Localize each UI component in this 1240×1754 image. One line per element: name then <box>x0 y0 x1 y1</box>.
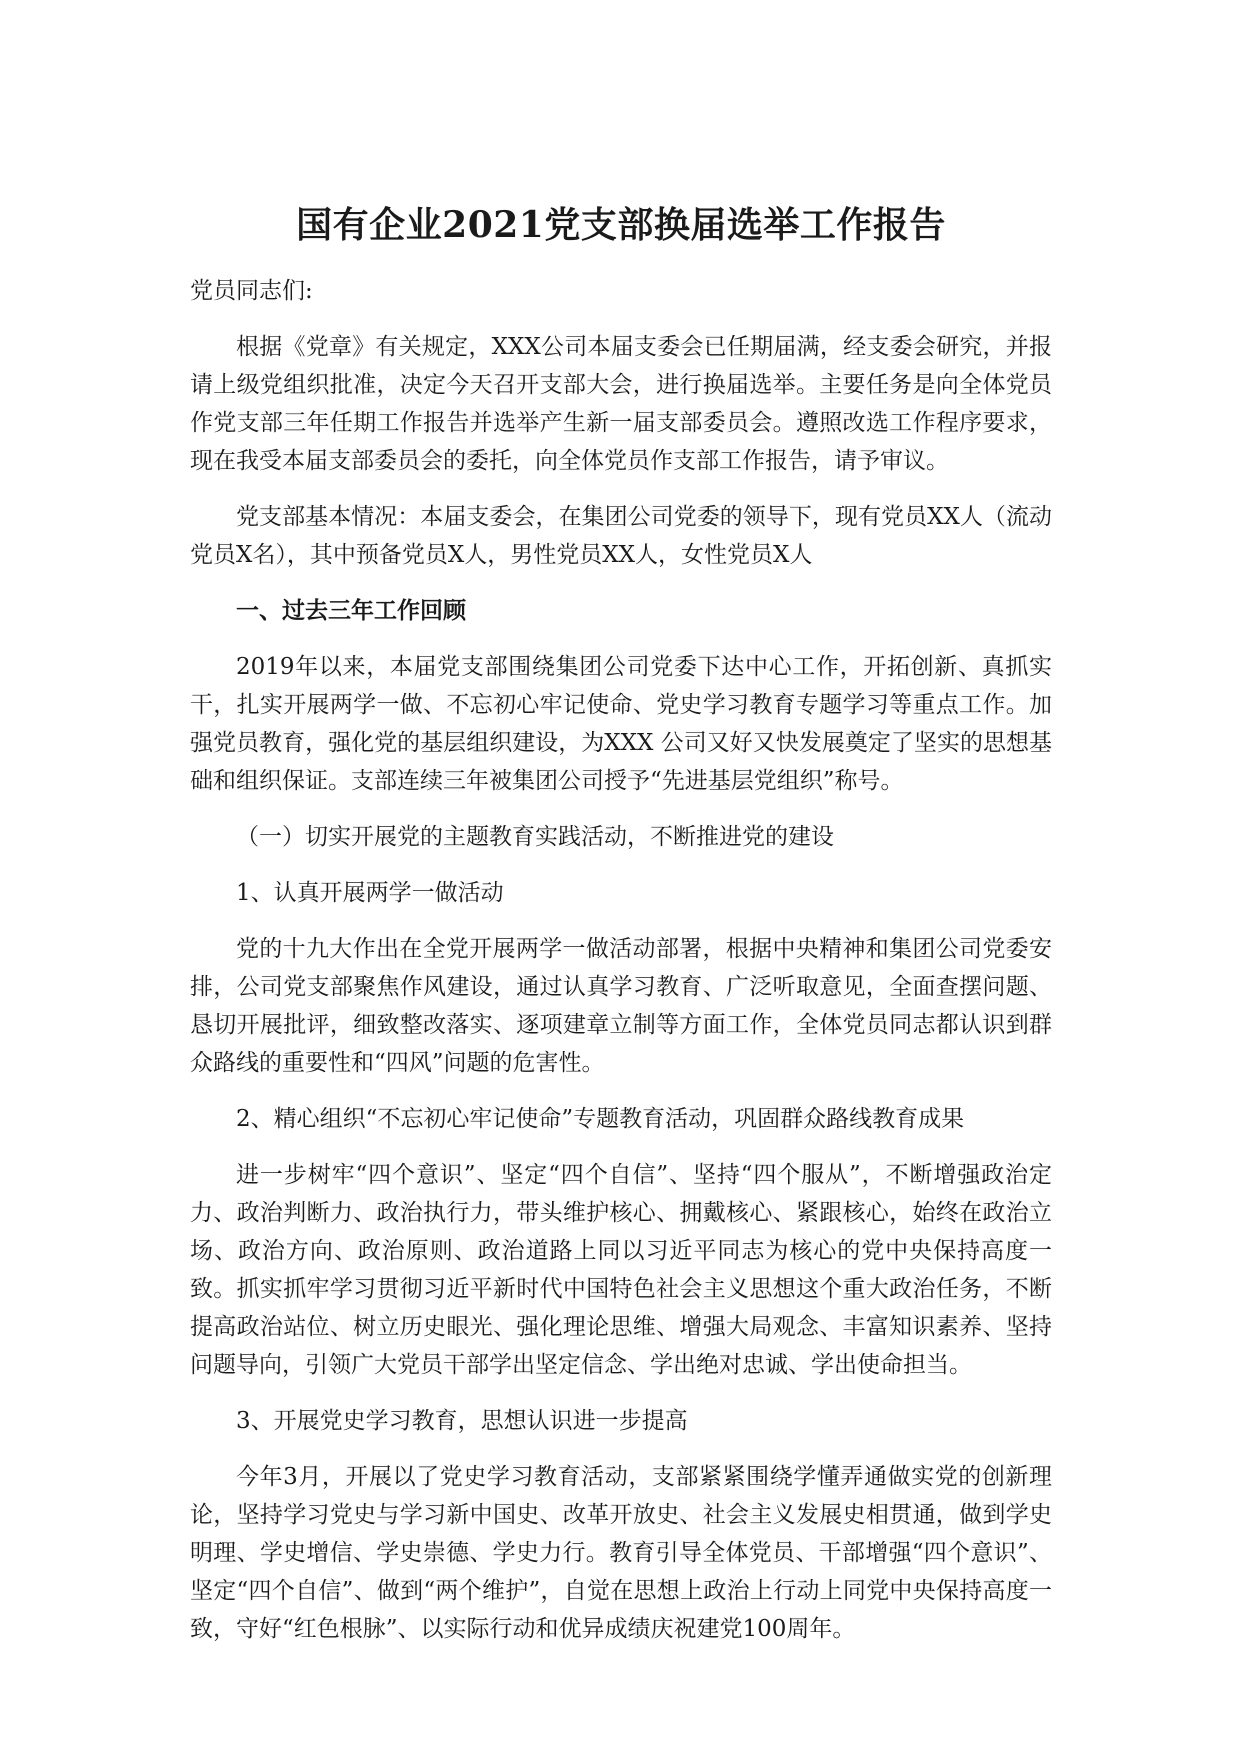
salutation: 党员同志们: <box>190 278 313 304</box>
item-heading-3: 3、开展党史学习教育，思想认识进一步提高 <box>236 1408 688 1434</box>
item-heading-2: 2、精心组织“不忘初心牢记使命”专题教育活动，巩固群众路线教育成果 <box>236 1106 965 1132</box>
document-body <box>190 200 1052 1666</box>
subsection-heading-theme-education: （一）切实开展党的主题教育实践活动，不断推进党的建设 <box>236 824 834 850</box>
paragraph-intro: 根据《党章》有关规定，XXX公司本届支委会已任期届满，经支委会研究，并报请上级党组织批准，决定今天召开支部大会，进行换届选举。主要任务是向全体党员作党支部三年任期工作报告并选举产生新一届支部委员会。遵照改选工作程序要求，现在我受本届支部委员会的委托，向全体党员作支部工作报告，请予审议。 <box>190 334 1052 474</box>
item-body-3: 今年3月，开展以了党史学习教育活动，支部紧紧围绕学懂弄通做实党的创新理论，坚持学习党史与学习新中国史、改革开放史、社会主义发展史相贯通，做到学史明理、学史增信、学史崇德、学史力行。教育引导全体党员、干部增强“四个意识”、坚定“四个自信”、做到“两个维护”，自觉在思想上政治上行动上同党中央保持高度一致，守好“红色根脉”、以实际行动和优异成绩庆祝建党100周年。 <box>190 1464 1052 1642</box>
document-title: 国有企业2021党支部换届选举工作报告 <box>296 204 946 246</box>
section-heading-review: 一、过去三年工作回顾 <box>236 597 466 624</box>
item-body-2: 进一步树牢“四个意识”、坚定“四个自信”、坚持“四个服从”，不断增强政治定力、政治判断力、政治执行力，带头维护核心、拥戴核心、紧跟核心，始终在政治立场、政治方向、政治原则、政治道路上同以习近平同志为核心的党中央保持高度一致。抓实抓牢学习贯彻习近平新时代中国特色社会主义思想这个重大政治任务，不断提高政治站位、树立历史眼光、强化理论思维、增强大局观念、丰富知识素养、坚持问题导向，引领广大党员干部学出坚定信念、学出绝对忠诚、学出使命担当。 <box>190 1162 1052 1378</box>
item-body-1: 党的十九大作出在全党开展两学一做活动部署，根据中央精神和集团公司党委安排，公司党支部聚焦作风建设，通过认真学习教育、广泛听取意见，全面查摆问题、恳切开展批评，细致整改落实、逐项建章立制等方面工作，全体党员同志都认识到群众路线的重要性和“四风”问题的危害性。 <box>190 936 1052 1076</box>
item-heading-1: 1、认真开展两学一做活动 <box>236 880 504 906</box>
paragraph-review: 2019年以来，本届党支部围绕集团公司党委下达中心工作，开拓创新、真抓实干，扎实开展两学一做、不忘初心牢记使命、党史学习教育专题学习等重点工作。加强党员教育，强化党的基层组织建设，为XXX 公司又好又快发展奠定了坚实的思想基础和组织保证。支部连续三年被集团公司授予“先进基层党组织”称号。 <box>190 654 1052 794</box>
paragraph-basic-info: 党支部基本情况：本届支委会，在集团公司党委的领导下，现有党员XX人（流动党员X名），其中预备党员X人，男性党员XX人，女性党员X人 <box>190 504 1052 568</box>
